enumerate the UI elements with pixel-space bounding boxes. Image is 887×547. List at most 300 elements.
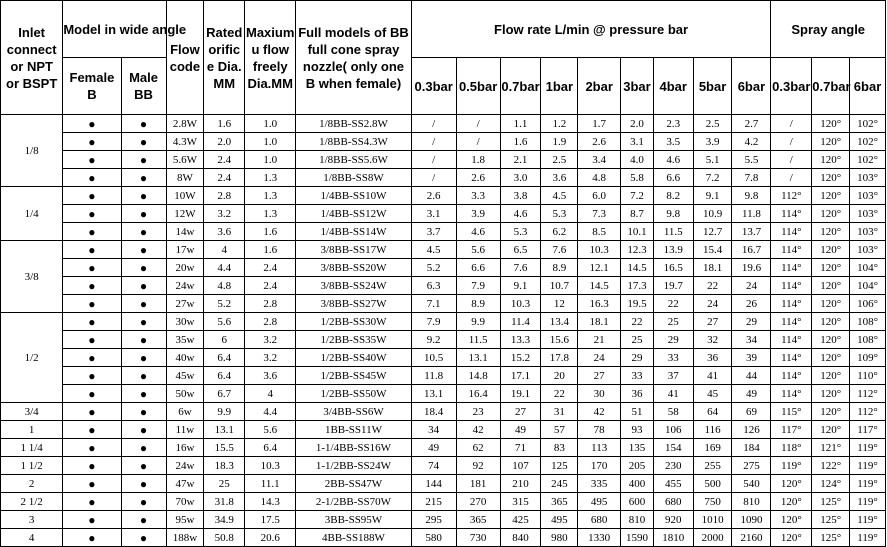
- flow-code-cell: 10W: [166, 187, 204, 205]
- flow-4bar-cell: 6.6: [653, 169, 693, 187]
- flow-6bar-cell: 26: [732, 295, 771, 313]
- male-mark-cell: ●: [121, 187, 166, 205]
- flow-0.3bar-cell: 10.5: [411, 349, 456, 367]
- pressure-header: 0.7bar: [500, 58, 541, 115]
- male-mark-cell: ●: [121, 511, 166, 529]
- full-model-cell: 1/2BB-SS50W: [296, 385, 411, 403]
- female-mark-cell: ●: [63, 151, 121, 169]
- flow-0.7bar-cell: 107: [500, 457, 541, 475]
- flow-3bar-cell: 135: [621, 439, 654, 457]
- flow-1bar-cell: 980: [541, 529, 578, 547]
- flow-0.5bar-cell: 7.9: [456, 277, 500, 295]
- flow-4bar-cell: 1810: [653, 529, 693, 547]
- max-flow-dia-cell: 1.3: [245, 169, 296, 187]
- angle-0.7bar-cell: 120°: [812, 133, 850, 151]
- flow-3bar-cell: 7.2: [621, 187, 654, 205]
- flow-0.5bar-cell: 11.5: [456, 331, 500, 349]
- flow-1bar-cell: 22: [541, 385, 578, 403]
- flow-2bar-cell: 1.7: [578, 115, 621, 133]
- flow-code-cell: 95w: [166, 511, 204, 529]
- flow-6bar-cell: 7.8: [732, 169, 771, 187]
- flow-3bar-cell: 3.1: [621, 133, 654, 151]
- flow-0.5bar-cell: 3.3: [456, 187, 500, 205]
- flow-6bar-cell: 810: [732, 493, 771, 511]
- full-model-cell: 1/4BB-SS12W: [296, 205, 411, 223]
- female-mark-cell: ●: [63, 241, 121, 259]
- female-mark-cell: ●: [63, 115, 121, 133]
- flow-6bar-cell: 184: [732, 439, 771, 457]
- flow-4bar-cell: 16.5: [653, 259, 693, 277]
- flow-5bar-cell: 27: [693, 313, 732, 331]
- flow-2bar-cell: 12.1: [578, 259, 621, 277]
- flow-0.3bar-cell: 3.7: [411, 223, 456, 241]
- flow-code-cell: 16w: [166, 439, 204, 457]
- flow-0.5bar-cell: 9.9: [456, 313, 500, 331]
- flow-0.7bar-cell: 27: [500, 403, 541, 421]
- table-row: [1, 349, 886, 367]
- male-mark-cell: ●: [121, 331, 166, 349]
- flow-2bar-cell: 335: [578, 475, 621, 493]
- flow-5bar-cell: 169: [693, 439, 732, 457]
- flow-code-cell: 5.6W: [166, 151, 204, 169]
- male-mark-cell: ●: [121, 403, 166, 421]
- flow-3bar-cell: 29: [621, 349, 654, 367]
- angle-0.3bar-cell: 114°: [771, 367, 812, 385]
- rated-orifice-dia-cell: 6.4: [204, 367, 245, 385]
- female-mark-cell: ●: [63, 331, 121, 349]
- female-mark-cell: ●: [63, 403, 121, 421]
- flow-code-cell: 4.3W: [166, 133, 204, 151]
- rated-orifice-dia-cell: 4.8: [204, 277, 245, 295]
- max-flow-header: Maxium u flow freely Dia.MM: [245, 1, 296, 115]
- female-header: Female B: [63, 58, 121, 115]
- angle-6bar-cell: 119°: [850, 439, 886, 457]
- table-row: [1, 493, 886, 511]
- flow-4bar-cell: 4.6: [653, 151, 693, 169]
- flow-1bar-cell: 83: [541, 439, 578, 457]
- flow-5bar-cell: 7.2: [693, 169, 732, 187]
- flow-code-cell: 17w: [166, 241, 204, 259]
- flow-5bar-cell: 36: [693, 349, 732, 367]
- max-flow-dia-cell: 2.4: [245, 259, 296, 277]
- angle-0.7bar-cell: 120°: [812, 169, 850, 187]
- max-flow-dia-cell: 1.6: [245, 241, 296, 259]
- female-mark-cell: ●: [63, 493, 121, 511]
- angle-0.3bar-cell: /: [771, 169, 812, 187]
- max-flow-dia-cell: 2.4: [245, 277, 296, 295]
- flow-6bar-cell: 5.5: [732, 151, 771, 169]
- flow-0.7bar-cell: 210: [500, 475, 541, 493]
- angle-6bar-cell: 108°: [850, 313, 886, 331]
- female-mark-cell: ●: [63, 511, 121, 529]
- flow-6bar-cell: 49: [732, 385, 771, 403]
- angle-6bar-cell: 119°: [850, 529, 886, 547]
- inlet-size-cell: 3/8: [1, 241, 63, 313]
- flow-5bar-cell: 41: [693, 367, 732, 385]
- flow-0.3bar-cell: 9.2: [411, 331, 456, 349]
- flow-3bar-cell: 17.3: [621, 277, 654, 295]
- flow-1bar-cell: 6.2: [541, 223, 578, 241]
- angle-6bar-cell: 103°: [850, 205, 886, 223]
- flow-1bar-cell: 8.9: [541, 259, 578, 277]
- flow-2bar-cell: 30: [578, 385, 621, 403]
- angle-6bar-cell: 103°: [850, 169, 886, 187]
- male-mark-cell: ●: [121, 241, 166, 259]
- flow-0.7bar-cell: 11.4: [500, 313, 541, 331]
- flow-0.7bar-cell: 1.6: [500, 133, 541, 151]
- flow-code-cell: 70w: [166, 493, 204, 511]
- max-flow-dia-cell: 3.6: [245, 367, 296, 385]
- flow-3bar-cell: 22: [621, 313, 654, 331]
- flow-1bar-cell: 15.6: [541, 331, 578, 349]
- full-model-cell: 2-1/2BB-SS70W: [296, 493, 411, 511]
- full-model-cell: 1-1/2BB-SS24W: [296, 457, 411, 475]
- inlet-size-cell: 2: [1, 475, 63, 493]
- max-flow-dia-cell: 1.3: [245, 187, 296, 205]
- flow-3bar-cell: 36: [621, 385, 654, 403]
- flow-0.7bar-cell: 840: [500, 529, 541, 547]
- max-flow-dia-cell: 1.0: [245, 151, 296, 169]
- angle-0.3bar-cell: 114°: [771, 259, 812, 277]
- flow-2bar-cell: 21: [578, 331, 621, 349]
- flow-6bar-cell: 2160: [732, 529, 771, 547]
- table-row: [1, 277, 886, 295]
- rated-orifice-dia-cell: 34.9: [204, 511, 245, 529]
- angle-0.7bar-cell: 121°: [812, 439, 850, 457]
- female-mark-cell: ●: [63, 187, 121, 205]
- flow-6bar-cell: 13.7: [732, 223, 771, 241]
- table-row: [1, 457, 886, 475]
- inlet-size-cell: 1/4: [1, 187, 63, 241]
- flow-5bar-cell: 32: [693, 331, 732, 349]
- male-mark-cell: ●: [121, 493, 166, 511]
- flow-0.3bar-cell: 295: [411, 511, 456, 529]
- flow-code-cell: 14w: [166, 223, 204, 241]
- male-mark-cell: ●: [121, 223, 166, 241]
- rated-orifice-dia-cell: 31.8: [204, 493, 245, 511]
- rated-orifice-dia-cell: 2.4: [204, 169, 245, 187]
- flow-4bar-cell: 455: [653, 475, 693, 493]
- full-model-cell: 1/4BB-SS14W: [296, 223, 411, 241]
- rated-orifice-dia-cell: 2.8: [204, 187, 245, 205]
- table-row: [1, 511, 886, 529]
- angle-6bar-cell: 102°: [850, 151, 886, 169]
- flow-0.7bar-cell: 3.0: [500, 169, 541, 187]
- flow-2bar-cell: 495: [578, 493, 621, 511]
- angle-0.3bar-cell: 118°: [771, 439, 812, 457]
- flow-code-cell: 24w: [166, 457, 204, 475]
- rated-orifice-dia-cell: 5.6: [204, 313, 245, 331]
- flow-2bar-cell: 24: [578, 349, 621, 367]
- full-model-cell: 1/4BB-SS10W: [296, 187, 411, 205]
- female-mark-cell: ●: [63, 385, 121, 403]
- full-model-cell: 2BB-SS47W: [296, 475, 411, 493]
- full-model-cell: 1-1/4BB-SS16W: [296, 439, 411, 457]
- flow-2bar-cell: 1330: [578, 529, 621, 547]
- flow-0.5bar-cell: 4.6: [456, 223, 500, 241]
- flow-5bar-cell: 24: [693, 295, 732, 313]
- female-mark-cell: ●: [63, 421, 121, 439]
- max-flow-dia-cell: 1.3: [245, 205, 296, 223]
- flow-3bar-cell: 14.5: [621, 259, 654, 277]
- pressure-header: 5bar: [693, 58, 732, 115]
- rated-orifice-dia-cell: 25: [204, 475, 245, 493]
- flow-0.3bar-cell: /: [411, 115, 456, 133]
- table-row: [1, 223, 886, 241]
- male-mark-cell: ●: [121, 295, 166, 313]
- flow-5bar-cell: 64: [693, 403, 732, 421]
- flow-0.5bar-cell: 181: [456, 475, 500, 493]
- male-mark-cell: ●: [121, 313, 166, 331]
- flow-0.7bar-cell: 5.3: [500, 223, 541, 241]
- flow-6bar-cell: 19.6: [732, 259, 771, 277]
- full-model-cell: 3BB-SS95W: [296, 511, 411, 529]
- flow-1bar-cell: 17.8: [541, 349, 578, 367]
- table-row: [1, 313, 886, 331]
- flow-3bar-cell: 93: [621, 421, 654, 439]
- rated-orifice-dia-cell: 13.1: [204, 421, 245, 439]
- table-row: [1, 187, 886, 205]
- flow-6bar-cell: 126: [732, 421, 771, 439]
- flow-0.5bar-cell: 730: [456, 529, 500, 547]
- flow-code-cell: 8W: [166, 169, 204, 187]
- flow-0.7bar-cell: 315: [500, 493, 541, 511]
- flow-0.3bar-cell: /: [411, 169, 456, 187]
- flow-5bar-cell: 750: [693, 493, 732, 511]
- table-row: [1, 439, 886, 457]
- flow-4bar-cell: 9.8: [653, 205, 693, 223]
- angle-0.7bar-cell: 125°: [812, 493, 850, 511]
- female-mark-cell: ●: [63, 169, 121, 187]
- angle-0.7bar-cell: 122°: [812, 457, 850, 475]
- rated-orifice-dia-cell: 6.7: [204, 385, 245, 403]
- flow-4bar-cell: 19.7: [653, 277, 693, 295]
- angle-0.3bar-cell: 115°: [771, 403, 812, 421]
- flow-3bar-cell: 51: [621, 403, 654, 421]
- flow-4bar-cell: 230: [653, 457, 693, 475]
- male-mark-cell: ●: [121, 439, 166, 457]
- flow-0.3bar-cell: 580: [411, 529, 456, 547]
- angle-0.7bar-cell: 120°: [812, 187, 850, 205]
- flow-0.7bar-cell: 10.3: [500, 295, 541, 313]
- flow-code-cell: 188w: [166, 529, 204, 547]
- flow-4bar-cell: 37: [653, 367, 693, 385]
- table-row: [1, 331, 886, 349]
- flow-2bar-cell: 10.3: [578, 241, 621, 259]
- flow-4bar-cell: 920: [653, 511, 693, 529]
- flow-3bar-cell: 4.0: [621, 151, 654, 169]
- angle-6bar-cell: 112°: [850, 403, 886, 421]
- angle-pressure-header: 0.7bar: [812, 58, 850, 115]
- male-mark-cell: ●: [121, 475, 166, 493]
- male-header: Male BB: [121, 58, 166, 115]
- flow-3bar-cell: 205: [621, 457, 654, 475]
- inlet-size-cell: 1 1/2: [1, 457, 63, 475]
- angle-6bar-cell: 110°: [850, 367, 886, 385]
- flow-5bar-cell: 12.7: [693, 223, 732, 241]
- full-model-cell: 1/8BB-SS4.3W: [296, 133, 411, 151]
- full-model-cell: 1/2BB-SS35W: [296, 331, 411, 349]
- pressure-header: 0.3bar: [411, 58, 456, 115]
- angle-6bar-cell: 103°: [850, 223, 886, 241]
- max-flow-dia-cell: 4: [245, 385, 296, 403]
- flow-5bar-cell: 22: [693, 277, 732, 295]
- flow-5bar-cell: 45: [693, 385, 732, 403]
- flow-0.5bar-cell: 23: [456, 403, 500, 421]
- flow-1bar-cell: 2.5: [541, 151, 578, 169]
- full-model-cell: 3/8BB-SS24W: [296, 277, 411, 295]
- inlet-size-cell: 1/2: [1, 313, 63, 403]
- flow-5bar-cell: 9.1: [693, 187, 732, 205]
- angle-0.7bar-cell: 120°: [812, 259, 850, 277]
- flow-4bar-cell: 33: [653, 349, 693, 367]
- angle-0.3bar-cell: 114°: [771, 295, 812, 313]
- female-mark-cell: ●: [63, 205, 121, 223]
- flow-6bar-cell: 1090: [732, 511, 771, 529]
- max-flow-dia-cell: 17.5: [245, 511, 296, 529]
- flow-0.5bar-cell: 2.6: [456, 169, 500, 187]
- flow-0.5bar-cell: 16.4: [456, 385, 500, 403]
- flow-3bar-cell: 1590: [621, 529, 654, 547]
- flow-2bar-cell: 170: [578, 457, 621, 475]
- flow-4bar-cell: 3.5: [653, 133, 693, 151]
- angle-0.7bar-cell: 120°: [812, 349, 850, 367]
- rated-orifice-dia-cell: 2.0: [204, 133, 245, 151]
- full-model-cell: 3/4BB-SS6W: [296, 403, 411, 421]
- angle-6bar-cell: 106°: [850, 295, 886, 313]
- max-flow-dia-cell: 20.6: [245, 529, 296, 547]
- full-model-cell: 1/8BB-SS8W: [296, 169, 411, 187]
- rated-orifice-dia-cell: 50.8: [204, 529, 245, 547]
- pressure-header: 3bar: [621, 58, 654, 115]
- angle-6bar-cell: 119°: [850, 475, 886, 493]
- angle-0.7bar-cell: 120°: [812, 367, 850, 385]
- flow-0.5bar-cell: 3.9: [456, 205, 500, 223]
- inlet-size-cell: 1/8: [1, 115, 63, 187]
- male-mark-cell: ●: [121, 349, 166, 367]
- table-row: [1, 259, 886, 277]
- flow-2bar-cell: 6.0: [578, 187, 621, 205]
- inlet-header: Inlet connect or NPT or BSPT: [1, 1, 63, 115]
- full-model-cell: 3/8BB-SS27W: [296, 295, 411, 313]
- female-mark-cell: ●: [63, 529, 121, 547]
- angle-0.3bar-cell: 114°: [771, 223, 812, 241]
- angle-0.7bar-cell: 120°: [812, 385, 850, 403]
- table-row: [1, 205, 886, 223]
- flow-3bar-cell: 12.3: [621, 241, 654, 259]
- flow-0.3bar-cell: 34: [411, 421, 456, 439]
- flow-1bar-cell: 20: [541, 367, 578, 385]
- model-header: Model in wide angle: [63, 1, 166, 58]
- table-row: [1, 115, 886, 133]
- flow-1bar-cell: 1.2: [541, 115, 578, 133]
- flow-3bar-cell: 19.5: [621, 295, 654, 313]
- inlet-size-cell: 3: [1, 511, 63, 529]
- flow-0.7bar-cell: 19.1: [500, 385, 541, 403]
- flow-1bar-cell: 1.9: [541, 133, 578, 151]
- angle-0.7bar-cell: 125°: [812, 511, 850, 529]
- pressure-header: 2bar: [578, 58, 621, 115]
- flow-0.3bar-cell: 215: [411, 493, 456, 511]
- inlet-size-cell: 3/4: [1, 403, 63, 421]
- flow-4bar-cell: 8.2: [653, 187, 693, 205]
- flow-code-cell: 12W: [166, 205, 204, 223]
- flow-0.3bar-cell: 13.1: [411, 385, 456, 403]
- flow-code-cell: 6w: [166, 403, 204, 421]
- female-mark-cell: ●: [63, 457, 121, 475]
- flow-6bar-cell: 11.8: [732, 205, 771, 223]
- angle-0.3bar-cell: 112°: [771, 187, 812, 205]
- table-row: [1, 169, 886, 187]
- flow-0.5bar-cell: 365: [456, 511, 500, 529]
- flow-5bar-cell: 116: [693, 421, 732, 439]
- angle-0.3bar-cell: 114°: [771, 331, 812, 349]
- rated-orifice-dia-cell: 6: [204, 331, 245, 349]
- flow-0.3bar-cell: 18.4: [411, 403, 456, 421]
- flow-1bar-cell: 125: [541, 457, 578, 475]
- male-mark-cell: ●: [121, 259, 166, 277]
- flow-0.7bar-cell: 2.1: [500, 151, 541, 169]
- flow-2bar-cell: 3.4: [578, 151, 621, 169]
- flow-1bar-cell: 495: [541, 511, 578, 529]
- flow-code-cell: 27w: [166, 295, 204, 313]
- flow-6bar-cell: 39: [732, 349, 771, 367]
- male-mark-cell: ●: [121, 151, 166, 169]
- male-mark-cell: ●: [121, 205, 166, 223]
- flow-6bar-cell: 34: [732, 331, 771, 349]
- angle-6bar-cell: 119°: [850, 457, 886, 475]
- max-flow-dia-cell: 2.8: [245, 313, 296, 331]
- angle-6bar-cell: 119°: [850, 493, 886, 511]
- flow-0.7bar-cell: 1.1: [500, 115, 541, 133]
- flow-6bar-cell: 44: [732, 367, 771, 385]
- rated-orifice-dia-cell: 4.4: [204, 259, 245, 277]
- angle-6bar-cell: 108°: [850, 331, 886, 349]
- angle-0.7bar-cell: 120°: [812, 331, 850, 349]
- flow-4bar-cell: 22: [653, 295, 693, 313]
- angle-0.7bar-cell: 120°: [812, 295, 850, 313]
- table-row: [1, 529, 886, 547]
- flow-4bar-cell: 106: [653, 421, 693, 439]
- flow-0.7bar-cell: 9.1: [500, 277, 541, 295]
- flow-0.7bar-cell: 49: [500, 421, 541, 439]
- flow-0.3bar-cell: 11.8: [411, 367, 456, 385]
- flow-5bar-cell: 255: [693, 457, 732, 475]
- angle-0.7bar-cell: 120°: [812, 205, 850, 223]
- flow-code-cell: 2.8W: [166, 115, 204, 133]
- flow-3bar-cell: 8.7: [621, 205, 654, 223]
- table-row: [1, 403, 886, 421]
- angle-0.7bar-cell: 120°: [812, 403, 850, 421]
- flow-0.5bar-cell: 62: [456, 439, 500, 457]
- angle-6bar-cell: 109°: [850, 349, 886, 367]
- flow-0.3bar-cell: 144: [411, 475, 456, 493]
- angle-0.7bar-cell: 120°: [812, 277, 850, 295]
- flow-0.3bar-cell: /: [411, 133, 456, 151]
- angle-0.3bar-cell: /: [771, 151, 812, 169]
- flow-0.3bar-cell: 5.2: [411, 259, 456, 277]
- flow-1bar-cell: 365: [541, 493, 578, 511]
- flow-0.5bar-cell: /: [456, 115, 500, 133]
- flow-2bar-cell: 680: [578, 511, 621, 529]
- female-mark-cell: ●: [63, 349, 121, 367]
- angle-6bar-cell: 102°: [850, 115, 886, 133]
- max-flow-dia-cell: 2.8: [245, 295, 296, 313]
- flow-0.5bar-cell: 13.1: [456, 349, 500, 367]
- full-model-cell: 1/2BB-SS30W: [296, 313, 411, 331]
- flow-2bar-cell: 4.8: [578, 169, 621, 187]
- angle-0.3bar-cell: 120°: [771, 475, 812, 493]
